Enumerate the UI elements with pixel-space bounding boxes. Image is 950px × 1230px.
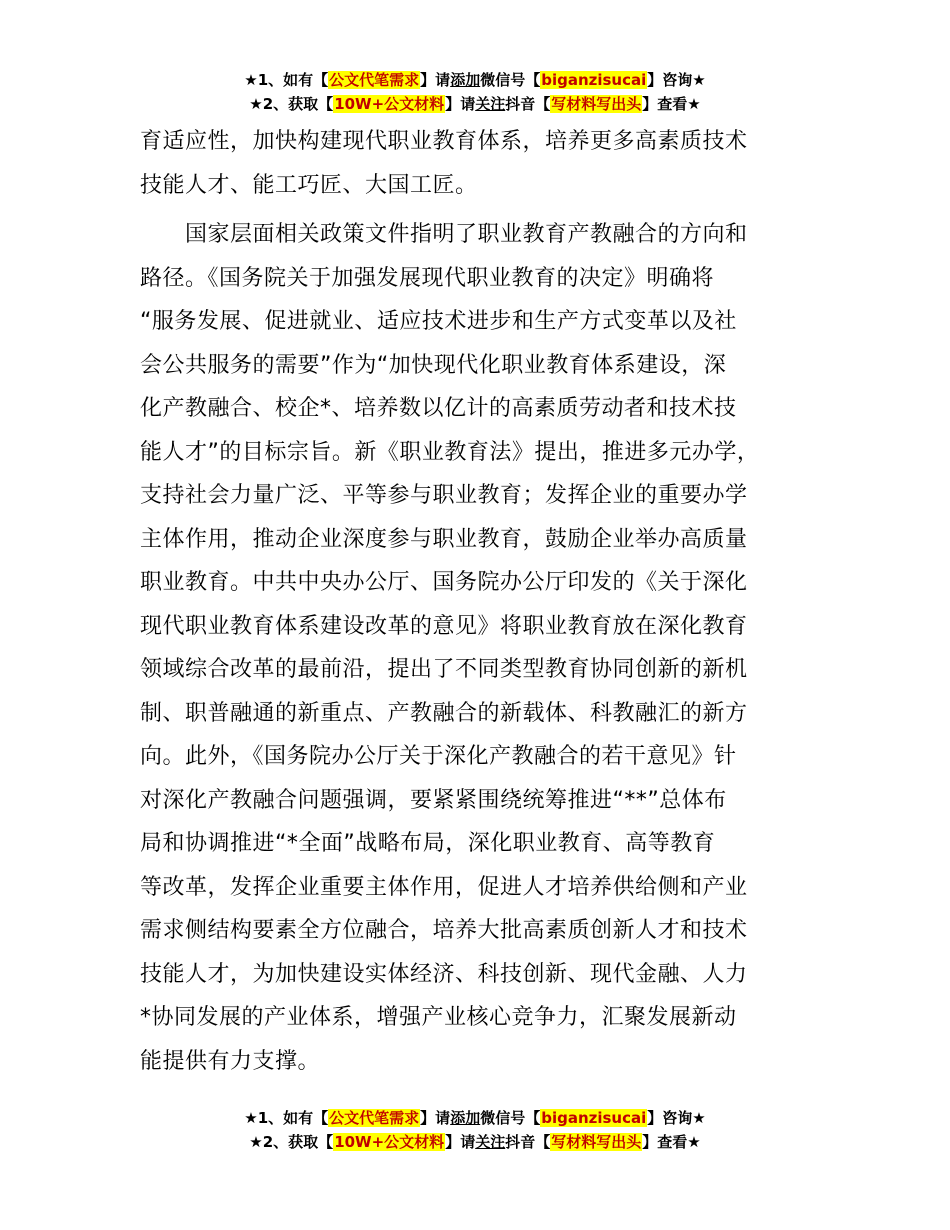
banner-text: 抖音【 bbox=[505, 1133, 551, 1151]
banner-text: ★1、如有【 bbox=[244, 71, 329, 89]
banner-text: 微信号【 bbox=[480, 1109, 541, 1127]
text-line: 主体作用，推动企业深度参与职业教育，鼓励企业举办高质量 bbox=[140, 526, 748, 552]
text-line: 对深化产教融合问题强调，要紧紧围绕统筹推进“**”总体布 bbox=[140, 787, 727, 813]
text-line: “服务发展、促进就业、适应技术进步和生产方式变革以及社 bbox=[140, 309, 737, 334]
text-line: 会公共服务的需要”作为“加快现代化职业教育体系建设，深 bbox=[140, 352, 727, 378]
banner-text: 】咨询★ bbox=[647, 71, 706, 89]
banner-line-2 bbox=[0, 92, 950, 116]
text-line: 职业教育。中共中央办公厅、国务院办公厅印发的《关于深化 bbox=[140, 570, 748, 595]
text-line: 国家层面相关政策文件指明了职业教育产教融合的方向和 bbox=[140, 222, 748, 247]
document-body bbox=[140, 120, 830, 1083]
text-line: 领域综合改革的最前沿，提出了不同类型教育协同创新的新机 bbox=[140, 657, 748, 682]
highlight-service: 公文代笔需求 bbox=[329, 1109, 420, 1127]
banner-line-1 bbox=[0, 68, 950, 92]
text-line: 等改革，发挥企业重要主体作用，促进人才培养供给侧和产业 bbox=[140, 874, 748, 900]
banner-text: ★2、获取【 bbox=[249, 95, 334, 113]
text-line: 能人才”的目标宗旨。新《职业教育法》提出，推进多元办学， bbox=[140, 439, 760, 465]
banner-text: 】查看★ bbox=[642, 1133, 701, 1151]
banner-text: ★2、获取【 bbox=[249, 1133, 334, 1151]
banner-text: 微信号【 bbox=[480, 71, 541, 89]
highlight-douyin-account: 写材料写出头 bbox=[551, 1133, 642, 1151]
paragraph bbox=[140, 120, 830, 207]
banner-line-1 bbox=[0, 1106, 950, 1130]
banner-text: 】查看★ bbox=[642, 95, 701, 113]
highlight-service: 公文代笔需求 bbox=[329, 71, 420, 89]
text-line: 路径。《国务院关于加强发展现代职业教育的决定》明确将 bbox=[140, 265, 715, 291]
text-line: 现代职业教育体系建设改革的意见》将职业教育放在深化教育 bbox=[140, 613, 748, 639]
banner-underline-add: 添加 bbox=[450, 71, 481, 89]
highlight-wechat-id: biganzisucai bbox=[541, 1109, 647, 1127]
banner-text: 】请 bbox=[445, 95, 476, 113]
highlight-materials: 10W+公文材料 bbox=[334, 1133, 445, 1151]
text-line: 能提供有力支撑。 bbox=[140, 1048, 321, 1074]
text-line: 化产教融合、校企*、培养数以亿计的高素质劳动者和技术技 bbox=[140, 396, 737, 421]
text-line: 支持社会力量广泛、平等参与职业教育；发挥企业的重要办学 bbox=[140, 483, 748, 508]
footer-banner bbox=[0, 1106, 950, 1154]
header-banner bbox=[0, 68, 950, 116]
banner-text: 】请 bbox=[445, 1133, 476, 1151]
text-line: 需求侧结构要素全方位融合，培养大批高素质创新人才和技术 bbox=[140, 918, 748, 943]
paragraph bbox=[140, 213, 830, 1083]
text-line: 制、职普融通的新重点、产教融合的新载体、科教融汇的新方 bbox=[140, 700, 748, 726]
banner-text: 】请 bbox=[420, 71, 451, 89]
banner-text: 抖音【 bbox=[505, 95, 551, 113]
text-line: 技能人才，为加快建设实体经济、科技创新、现代金融、人力 bbox=[140, 961, 748, 987]
highlight-wechat-id: biganzisucai bbox=[541, 71, 647, 89]
text-line: 向。此外，《国务院办公厅关于深化产教融合的若干意见》针 bbox=[140, 744, 737, 769]
text-line: 技能人才、能工巧匠、大国工匠。 bbox=[140, 172, 478, 198]
banner-underline-add: 添加 bbox=[450, 1109, 481, 1127]
banner-underline-follow: 关注 bbox=[475, 95, 506, 113]
text-line: 局和协调推进“*全面”战略布局，深化职业教育、高等教育 bbox=[140, 831, 716, 856]
banner-text: ★1、如有【 bbox=[244, 1109, 329, 1127]
banner-text: 】请 bbox=[420, 1109, 451, 1127]
banner-underline-follow: 关注 bbox=[475, 1133, 506, 1151]
text-line: 育适应性，加快构建现代职业教育体系，培养更多高素质技术 bbox=[140, 129, 748, 154]
highlight-douyin-account: 写材料写出头 bbox=[551, 95, 642, 113]
banner-text: 】咨询★ bbox=[647, 1109, 706, 1127]
text-line: *协同发展的产业体系，增强产业核心竞争力，汇聚发展新动 bbox=[140, 1005, 737, 1030]
banner-line-2 bbox=[0, 1130, 950, 1154]
highlight-materials: 10W+公文材料 bbox=[334, 95, 445, 113]
